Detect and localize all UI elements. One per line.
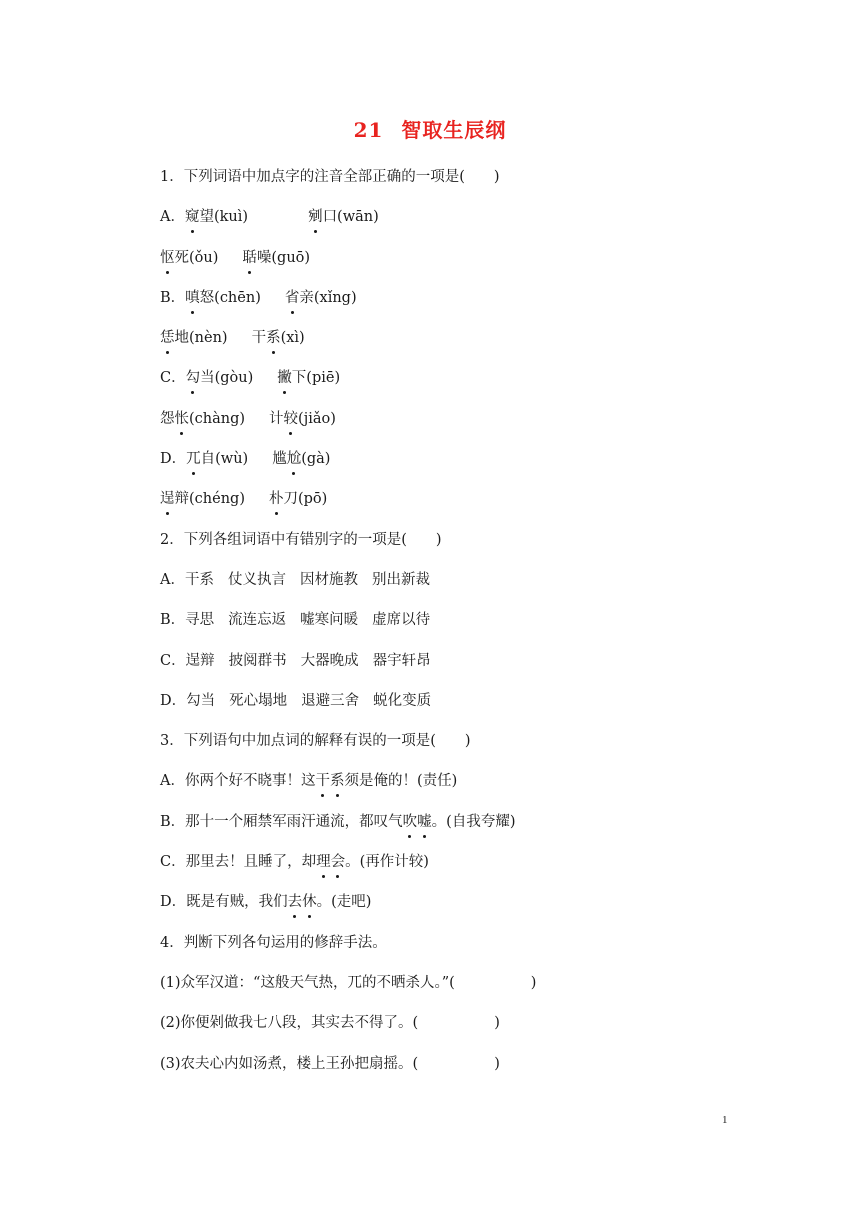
q1-option-b-line2: 恁地(nèn) 干系(xì) [160,327,760,367]
page-number: 1 [722,1114,728,1126]
q1-option-a-line2: 怄死(ǒu) 聒噪(guō) [160,247,760,287]
dotted-char: 朴 [269,488,284,510]
question-1-stem: 1．下列词语中加点字的注音全部正确的一项是( ) [160,169,500,185]
question-2-stem: 2．下列各组词语中有错别字的一项是( ) [160,531,442,548]
question-3-stem: 3．下列语句中加点词的解释有误的一项是( ) [160,733,471,750]
q2-option-c: C．逞辩 披阅群书 大器晚成 器宇轩昂 [160,652,431,669]
q3-option-b: B．那十一个厢禁军雨汗通流，都叹气吹嘘。(自我夸耀) [160,811,760,851]
q1-option-c-line1: C．勾当(gòu) 撇下(piē) [160,367,760,407]
q3-option-a: A．你两个好不晓事！这干系须是俺的！(责任) [160,770,760,810]
q2-option-d: D．勾当 死心塌地 退避三舍 蜕化变质 [160,692,432,709]
q1-option-a-line1: A．窥望(kuì) 剜口(wān) [160,206,760,246]
dotted-char: 窥 [185,206,200,228]
lesson-number: 21 [353,118,384,142]
dotted-char: 聒 [242,247,257,269]
q1-option-d-line1: D．兀自(wù) 尴尬(gà) [160,448,760,488]
lesson-title: 智取生辰纲 [401,118,507,142]
dotted-char: 嘘 [417,811,432,833]
question-4-stem: 4．判断下列各句运用的修辞手法。 [160,934,387,951]
question-list [160,166,760,1093]
dotted-char: 逞 [160,488,175,510]
dotted-char: 去 [288,891,303,913]
dotted-char: 会 [331,851,346,873]
dotted-char: 理 [316,851,331,873]
q1-option-b-line1: B．嗔怒(chēn) 省亲(xǐng) [160,287,760,327]
q4-sentence-3: (3)农夫心内如汤煮，楼上王孙把扇摇。( ) [160,1055,500,1072]
q2-option-a: A．干系 仗义执言 因材施教 别出新裁 [160,571,430,588]
dotted-char: 干 [315,770,330,792]
dotted-char: 休 [302,891,317,913]
page-title [0,114,860,143]
q2-option-b: B．寻思 流连忘返 嘘寒问暖 虚席以待 [160,612,431,629]
dotted-char: 吹 [403,811,418,833]
dotted-char: 较 [284,408,299,430]
dotted-char: 勾 [186,367,201,389]
dotted-char: 省 [285,287,300,309]
dotted-char: 系 [330,770,345,792]
dotted-char: 恁 [160,327,175,349]
dotted-char: 系 [266,327,281,349]
dotted-char: 撇 [277,367,292,389]
dotted-char: 兀 [186,448,201,470]
q1-option-d-line2: 逞辩(chéng) 朴刀(pō) [160,488,760,528]
q1-option-c-line2: 怨怅(chàng) 计较(jiǎo) [160,408,760,448]
q4-sentence-2: (2)你便剁做我七八段，其实去不得了。( ) [160,1015,500,1032]
q3-option-c: C．那里去！且睡了，却理会。(再作计较) [160,851,760,891]
dotted-char: 尬 [287,448,302,470]
dotted-char: 怄 [160,247,175,269]
q4-sentence-1: (1)众军汉道：“这般天气热，兀的不晒杀人。”( ) [160,974,537,991]
q3-option-d: D．既是有贼，我们去休。(走吧) [160,891,760,931]
dotted-char: 嗔 [185,287,200,309]
dotted-char: 剜 [308,206,323,228]
dotted-char: 怅 [175,408,190,430]
